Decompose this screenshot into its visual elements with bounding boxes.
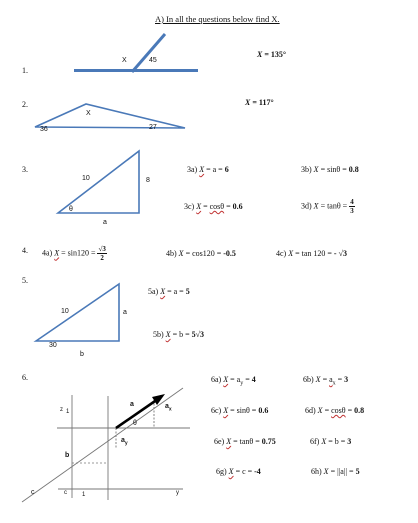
q4c-answer <box>276 249 347 259</box>
q6h-number: 6h) <box>311 467 322 476</box>
q5-side-label: a <box>123 309 127 316</box>
q3c-value: 0.6 <box>232 202 243 211</box>
q3c-eq2: = <box>224 202 233 211</box>
q3-base-label: a <box>103 219 107 226</box>
q4b-x: X <box>178 249 184 258</box>
q3a-number: 3a) <box>187 165 198 174</box>
question-number-5: 5. <box>22 276 28 285</box>
q6-ay-letter: a <box>121 437 125 444</box>
q4a-eq: = <box>59 248 68 258</box>
q3d-eq: = <box>318 201 328 211</box>
q5b-eq: = <box>170 330 180 339</box>
q4b-eq: = <box>183 249 193 258</box>
q6b-answer <box>303 375 348 389</box>
q6h-eq: = <box>328 467 338 476</box>
q3d-number: 3d) <box>301 201 312 211</box>
q6-b-label: b <box>65 452 70 459</box>
q6f-x: X <box>321 437 327 446</box>
q4c-fn: tan 120 = <box>301 249 334 258</box>
q2-answer-eq: = <box>250 98 259 107</box>
q3d-fn: tanθ = <box>327 201 350 211</box>
q3-side-label: 8 <box>146 177 150 184</box>
q1-answer-value: 135° <box>270 50 287 59</box>
q6c-x: X <box>223 406 229 415</box>
q3a-rhs: a = <box>212 165 225 174</box>
q3b-value: 0.8 <box>348 165 359 174</box>
q6g-rhs: c = <box>242 467 255 476</box>
q5a-eq: = <box>165 287 174 296</box>
q6a-eq2: = <box>243 375 252 384</box>
q2-angle-b-label: 27 <box>149 124 157 131</box>
q6-c-label: c <box>31 489 35 496</box>
q3c-fn: cosθ <box>209 202 225 211</box>
q4a-frac-denominator: 2 <box>100 254 104 262</box>
q6a-eq: = <box>228 375 237 384</box>
q6c-number: 6c) <box>211 406 222 415</box>
q1-answer-x: X <box>257 50 263 59</box>
q6a-sub: y <box>240 380 244 387</box>
q2-answer <box>245 98 274 108</box>
q5b-rhs: b = <box>179 330 192 339</box>
q5-hyp-label: 10 <box>61 308 69 315</box>
q2-triangle <box>35 104 185 128</box>
q3b-answer <box>301 165 359 175</box>
q6a-answer <box>211 375 256 389</box>
q6h-answer <box>311 467 360 477</box>
q3d-fraction <box>349 198 355 215</box>
q5b-number: 5b) <box>153 330 164 339</box>
q6-ay-sub: y <box>124 440 128 447</box>
q6-theta-label: θ <box>133 420 137 427</box>
q4a-answer <box>42 245 107 262</box>
q3d-x: X <box>313 201 319 211</box>
question-number-4: 4. <box>22 246 28 255</box>
q6-one-bottom-label: 1 <box>82 492 86 498</box>
q3b-fn: sinθ = <box>327 165 349 174</box>
q6f-rhs: b = <box>334 437 348 446</box>
q2-answer-value: 117° <box>258 98 274 107</box>
q6-ax-label <box>165 403 172 413</box>
q6d-answer <box>305 406 364 416</box>
q6-y-axis-label: y <box>176 490 179 496</box>
q6e-answer <box>214 437 276 447</box>
q1-answer-eq: = <box>262 50 271 59</box>
q6h-eq2: = <box>347 467 356 476</box>
q6-ax-sub: x <box>168 406 172 413</box>
q6c-eq: = <box>228 406 237 415</box>
q6g-eq: = <box>233 467 243 476</box>
q6-vector-a-label: a <box>130 401 134 408</box>
q4b-number: 4b) <box>166 249 177 258</box>
question-number-6: 6. <box>22 373 28 382</box>
q3-triangle <box>58 151 139 213</box>
q6-z-axis-label: z <box>60 407 63 413</box>
q6f-value: 3 <box>347 437 352 446</box>
q5-angle-label: 30 <box>49 342 57 349</box>
q6d-value: 0.8 <box>354 406 365 415</box>
q1-x-label: X <box>122 57 127 64</box>
q4b-value: -0.5 <box>223 249 236 258</box>
worksheet-title: A) In all the questions below find X. <box>155 14 280 24</box>
q6f-number: 6f) <box>310 437 320 446</box>
q6b-sub: x <box>332 380 336 387</box>
q6a-x: X <box>223 375 229 384</box>
q6f-eq: = <box>326 437 335 446</box>
q2-x-label: X <box>86 110 91 117</box>
q1-figure <box>74 34 198 72</box>
q6d-eq: = <box>322 406 332 415</box>
q1-answer <box>257 50 286 60</box>
q4c-value: - √3 <box>333 249 347 258</box>
q4a-fraction <box>97 245 106 262</box>
q4a-number: 4a) <box>42 248 53 258</box>
q6e-eq: = <box>231 437 240 446</box>
q6-vector-a <box>116 399 158 428</box>
q6b-value: 3 <box>344 375 349 384</box>
q3a-x: X <box>199 165 205 174</box>
q6g-answer <box>216 467 261 477</box>
q3d-frac-numerator: 4 <box>350 198 354 206</box>
q3a-answer <box>187 165 229 175</box>
q3b-x: X <box>313 165 319 174</box>
q5a-number: 5a) <box>148 287 159 296</box>
q3c-x: X <box>196 202 202 211</box>
q6-one-left-label: 1 <box>66 409 70 415</box>
q6c-answer <box>211 406 268 416</box>
q3-theta-label: θ <box>69 206 73 213</box>
q6b-rhs: a <box>329 375 333 384</box>
q6b-number: 6b) <box>303 375 314 384</box>
q6g-value: -4 <box>254 467 261 476</box>
question-number-3: 3. <box>22 165 28 174</box>
q2-angle-a-label: 36 <box>40 126 48 133</box>
q5a-x: X <box>160 287 166 296</box>
q6-ay-label <box>121 437 128 447</box>
q4c-x: X <box>288 249 294 258</box>
q4c-eq: = <box>293 249 302 258</box>
q3c-eq: = <box>201 202 210 211</box>
q6d-eq2: = <box>345 406 355 415</box>
q3a-eq: = <box>204 165 213 174</box>
q6h-value: 5 <box>355 467 360 476</box>
q6a-value: 4 <box>251 375 256 384</box>
q6-c2-label: c <box>64 490 67 496</box>
q6c-value: 0.6 <box>258 406 269 415</box>
q3d-answer <box>301 198 355 215</box>
q4b-answer <box>166 249 236 259</box>
q3b-eq: = <box>318 165 328 174</box>
q2-answer-x: X <box>245 98 251 107</box>
q4c-number: 4c) <box>276 249 287 258</box>
q6e-number: 6e) <box>214 437 225 446</box>
q5b-value: 5√3 <box>191 330 204 339</box>
question-number-1: 1. <box>22 66 28 75</box>
q6d-x: X <box>317 406 323 415</box>
q1-slanted-line <box>132 34 165 72</box>
q6b-eq: = <box>320 375 330 384</box>
q1-angle-label: 45 <box>149 57 157 64</box>
q6a-number: 6a) <box>211 375 222 384</box>
q6g-number: 6g) <box>216 467 227 476</box>
q6e-x: X <box>226 437 232 446</box>
q5a-answer <box>148 287 190 297</box>
q6f-answer <box>310 437 351 447</box>
q4a-frac-numerator: √3 <box>98 245 106 253</box>
q4b-fn: cos120 = <box>192 249 224 258</box>
q3c-number: 3c) <box>184 202 195 211</box>
q6h-rhs: ||a|| <box>337 467 348 476</box>
q3d-frac-denominator: 3 <box>350 207 354 215</box>
q5b-x: X <box>165 330 171 339</box>
question-number-2: 2. <box>22 100 28 109</box>
q3b-number: 3b) <box>301 165 312 174</box>
q6-ax-letter: a <box>165 403 169 410</box>
q5b-answer <box>153 330 204 340</box>
q6-diagonal-line <box>22 388 183 502</box>
q6g-x: X <box>228 467 234 476</box>
q4a-fn: sin120 = <box>67 248 98 258</box>
q3a-value: 6 <box>224 165 229 174</box>
q6e-value: 0.75 <box>261 437 276 446</box>
q5-triangle <box>36 284 119 341</box>
q4a-x: X <box>54 248 60 258</box>
q6a-rhs: a <box>236 375 241 384</box>
q3-hyp-label: 10 <box>82 175 90 182</box>
q6b-eq2: = <box>335 375 345 384</box>
q5a-rhs: a = <box>173 287 186 296</box>
q6d-fn: cosθ <box>331 406 346 415</box>
q3c-answer <box>184 202 243 212</box>
q6d-number: 6d) <box>305 406 316 415</box>
q6b-x: X <box>315 375 321 384</box>
q6c-fn: sinθ = <box>236 406 259 415</box>
q6e-fn: tanθ = <box>239 437 262 446</box>
q5a-value: 5 <box>185 287 190 296</box>
q6h-x: X <box>323 467 329 476</box>
q5-base-label: b <box>80 351 84 358</box>
